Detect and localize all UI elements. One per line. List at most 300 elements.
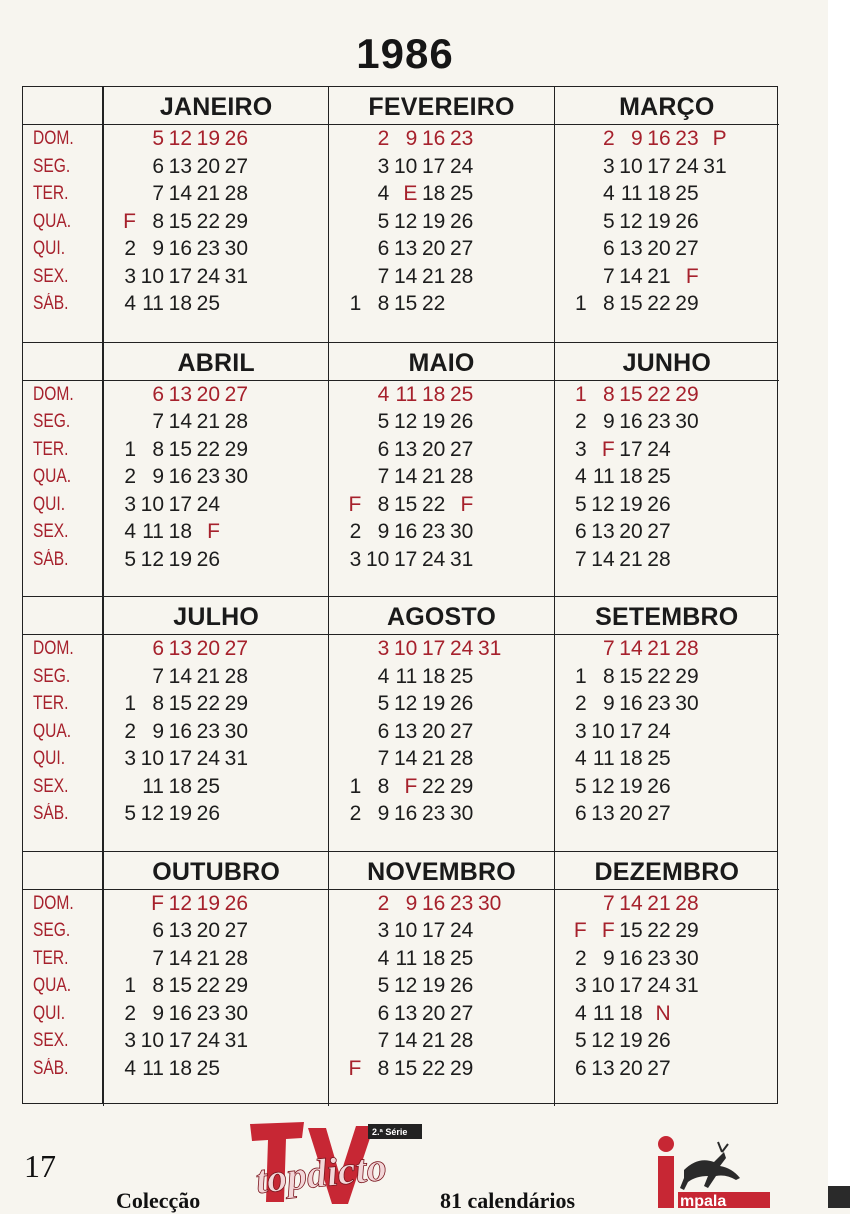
day-cell: 1	[124, 437, 136, 461]
day-cell: 3	[124, 492, 136, 516]
weekday-label: SÁB.	[33, 803, 69, 824]
day-cell: 27	[449, 719, 474, 743]
day-cell: 21	[421, 747, 446, 770]
day-cell: 10	[365, 547, 390, 571]
calendar-grid	[22, 86, 778, 1104]
day-cell: F	[573, 919, 587, 942]
day-cell: 11	[142, 292, 164, 315]
day-cell: 12	[168, 891, 192, 915]
day-cell: 29	[224, 437, 248, 461]
day-cell: 4	[574, 747, 587, 770]
day-cell: P	[712, 127, 727, 150]
day-cell: 7	[377, 264, 390, 288]
day-cell: 15	[393, 492, 418, 516]
day-cell: 9	[630, 127, 643, 150]
month-name: ABRIL	[104, 343, 328, 381]
day-cell: 24	[421, 547, 446, 571]
day-cell: 23	[449, 127, 474, 150]
day-cell: 21	[421, 264, 446, 288]
day-cell: 2	[124, 1001, 136, 1025]
day-cell: 14	[591, 547, 615, 571]
day-cell: 5	[574, 492, 587, 516]
day-cell: 17	[393, 547, 418, 571]
day-cell: 5	[574, 1029, 587, 1052]
day-cell: 25	[449, 382, 474, 406]
day-cell: 12	[393, 974, 418, 997]
day-cell: 7	[152, 946, 164, 970]
day-cell: 22	[196, 974, 220, 997]
day-cell: 10	[591, 719, 615, 743]
day-cell: 28	[449, 747, 474, 770]
day-cell: 25	[196, 292, 220, 315]
day-cell: 18	[168, 774, 192, 798]
day-cell: 8	[377, 492, 390, 516]
day-cell: 17	[168, 747, 192, 770]
day-cell: 17	[421, 637, 446, 660]
weekday-label: SEX.	[33, 1030, 69, 1051]
day-cell: 13	[393, 719, 418, 743]
day-cell: 16	[168, 237, 192, 260]
day-cell: 13	[168, 919, 192, 942]
day-cell: 17	[619, 974, 643, 997]
day-cell: 15	[168, 437, 192, 461]
day-cell: 7	[602, 264, 615, 288]
day-cell: 23	[647, 692, 671, 715]
month-name: JULHO	[104, 597, 328, 635]
day-cell: 6	[574, 520, 587, 543]
day-cell: 24	[449, 154, 474, 178]
tv-magazine-logo-icon	[246, 1118, 424, 1208]
day-cell: 27	[224, 382, 248, 406]
day-cell: 11	[142, 1056, 164, 1080]
day-cell: 8	[377, 292, 390, 315]
month-agosto	[328, 597, 553, 852]
day-cell: 2	[124, 719, 136, 743]
day-cell: 31	[224, 1029, 248, 1052]
day-cell: 22	[647, 664, 671, 688]
day-cell: 26	[449, 692, 474, 715]
day-cell: 13	[591, 802, 615, 825]
day-cell: 24	[196, 747, 220, 770]
weekday-label: SÁB.	[33, 1057, 69, 1079]
weekday-label: SEG.	[33, 920, 71, 941]
day-cell: 8	[152, 437, 164, 461]
day-cell: 16	[619, 692, 643, 715]
day-cell: 26	[449, 209, 474, 233]
day-cell: 26	[647, 492, 671, 516]
weekday-label: SEG.	[33, 411, 71, 432]
month-name: AGOSTO	[329, 597, 553, 635]
day-cell: E	[403, 182, 418, 205]
month-fevereiro	[328, 87, 553, 342]
day-cell: 20	[619, 802, 643, 825]
day-cell: 21	[647, 891, 671, 915]
day-cell: 12	[619, 209, 643, 233]
day-cell: 25	[449, 946, 474, 970]
day-cell: 17	[619, 437, 643, 461]
day-cell: 9	[152, 1001, 164, 1025]
day-cell: 4	[377, 382, 390, 406]
day-cell: 16	[619, 410, 643, 433]
day-cell: 2	[602, 127, 615, 150]
day-cell: 19	[421, 692, 446, 715]
day-cell: 14	[393, 264, 418, 288]
day-cell: 15	[393, 1056, 418, 1080]
day-cell: F	[404, 774, 418, 798]
weekday-label: QUI.	[33, 748, 66, 769]
day-cell: 11	[142, 520, 164, 543]
day-cell: 26	[647, 1029, 671, 1052]
day-cell: 24	[647, 719, 671, 743]
day-cell: 17	[619, 719, 643, 743]
day-cell: 24	[196, 1029, 220, 1052]
day-cell: 11	[592, 465, 615, 488]
corner-square	[828, 1186, 850, 1208]
day-cell: 4	[124, 1056, 136, 1080]
day-cell: 6	[377, 237, 390, 260]
day-cell: 13	[393, 437, 418, 461]
day-cell: 18	[168, 520, 192, 543]
day-cell: 19	[647, 209, 671, 233]
day-cell: 6	[152, 637, 164, 660]
day-cell: 13	[168, 637, 192, 660]
day-cell: 3	[124, 747, 136, 770]
day-cell: 2	[377, 891, 390, 915]
day-cell: 21	[647, 264, 671, 288]
day-cell: 29	[449, 774, 474, 798]
day-cell: 26	[647, 774, 671, 798]
day-cell: 29	[675, 382, 699, 406]
day-cell: 12	[393, 410, 418, 433]
day-cell: 23	[196, 465, 220, 488]
day-cell: 25	[647, 747, 671, 770]
day-cell: 24	[647, 437, 671, 461]
day-cell: 16	[619, 946, 643, 970]
day-cell: 29	[675, 919, 699, 942]
day-cell: 31	[224, 264, 248, 288]
day-cell: 3	[124, 264, 136, 288]
weekday-label: SEX.	[33, 265, 69, 287]
day-cell: 14	[393, 747, 418, 770]
day-cell: 6	[377, 719, 390, 743]
weekday-label: TER.	[33, 438, 69, 460]
day-cell: 30	[477, 891, 502, 915]
weekday-label: DOM.	[33, 128, 74, 149]
day-cell: 1	[574, 382, 587, 406]
day-cell: 20	[619, 1056, 643, 1080]
day-cell: 17	[421, 919, 446, 942]
day-cell: 26	[675, 209, 699, 233]
day-cell: 5	[152, 127, 164, 150]
day-cell: 4	[124, 520, 136, 543]
weekday-label: QUI.	[33, 1002, 66, 1024]
day-cell: 5	[377, 692, 390, 715]
day-cell: 28	[224, 410, 248, 433]
weekday-label: QUA.	[33, 975, 72, 996]
day-cell: 14	[168, 410, 192, 433]
day-cell: 2	[124, 237, 136, 260]
day-cell: 8	[602, 664, 615, 688]
day-cell: 20	[421, 1001, 446, 1025]
day-cell: 13	[168, 382, 192, 406]
tv-script-text: topdicto	[253, 1143, 389, 1203]
day-cell: 26	[196, 547, 220, 571]
day-cell: 21	[196, 410, 220, 433]
day-cell: 5	[377, 410, 390, 433]
day-cell: 15	[168, 209, 192, 233]
day-cell: 5	[124, 547, 136, 571]
month-name: MARÇO	[555, 87, 779, 125]
month-maio	[328, 343, 553, 598]
day-cell: 30	[449, 802, 474, 825]
day-cell: 25	[196, 1056, 220, 1080]
month-name: FEVEREIRO	[329, 87, 553, 125]
day-cell: 22	[647, 382, 671, 406]
day-cell: 15	[393, 292, 418, 315]
day-cell: 7	[377, 1029, 390, 1052]
day-cell: F	[601, 919, 615, 942]
day-cell: 11	[592, 1001, 615, 1025]
day-cell: 10	[140, 747, 164, 770]
day-cell: F	[207, 520, 220, 543]
day-cell: F	[348, 492, 362, 516]
day-cell: 11	[395, 946, 418, 970]
day-cell: 12	[393, 209, 418, 233]
day-cell: 27	[449, 437, 474, 461]
weekday-label: DOM.	[33, 892, 74, 914]
quarter-row	[23, 87, 777, 342]
day-cell: 13	[591, 520, 615, 543]
day-cell: 25	[647, 465, 671, 488]
day-cell: 15	[168, 692, 192, 715]
day-cell: 17	[168, 1029, 192, 1052]
day-cell: 4	[602, 182, 615, 205]
day-cell: 16	[421, 127, 446, 150]
day-cell: 27	[224, 637, 248, 660]
day-cell: 7	[152, 664, 164, 688]
day-cell: 2	[349, 802, 362, 825]
day-cell: 23	[421, 802, 446, 825]
day-cell: 19	[619, 1029, 643, 1052]
day-cell: 10	[140, 1029, 164, 1052]
day-cell: 29	[675, 292, 699, 315]
day-cell: 20	[196, 382, 220, 406]
day-cell: 8	[152, 692, 164, 715]
weekday-label: SÁB.	[33, 548, 69, 570]
day-cell: 29	[675, 664, 699, 688]
day-cell: 19	[168, 802, 192, 825]
collection-label: Colecção	[116, 1188, 201, 1213]
label-column-header	[23, 852, 103, 890]
day-cell: F	[460, 492, 474, 516]
day-cell: 28	[224, 664, 248, 688]
day-cell: 2	[377, 127, 390, 150]
day-cell: 20	[421, 237, 446, 260]
day-cell: 12	[140, 802, 164, 825]
day-cell: 19	[619, 492, 643, 516]
day-cell: 26	[224, 891, 248, 915]
day-cell: 14	[393, 1029, 418, 1052]
day-cell: 25	[196, 774, 220, 798]
day-cell: 9	[152, 465, 164, 488]
day-cell: 19	[196, 127, 220, 150]
day-cell: 23	[449, 891, 474, 915]
day-cell: 31	[449, 547, 474, 571]
day-cell: 2	[124, 465, 136, 488]
day-cell: 10	[619, 154, 643, 178]
calendars-count-label: 81 calendários	[440, 1188, 576, 1213]
day-cell: 23	[647, 410, 671, 433]
day-cell: 2	[574, 946, 587, 970]
day-cell: F	[685, 264, 699, 288]
day-cell: 4	[377, 946, 390, 970]
day-cell: 17	[421, 154, 446, 178]
label-column-header	[23, 343, 103, 381]
day-cell: 7	[377, 465, 390, 488]
day-cell: 29	[224, 209, 248, 233]
day-cell: 21	[196, 182, 220, 205]
day-cell: 22	[421, 1056, 446, 1080]
day-cell: 14	[168, 182, 192, 205]
weekday-label: QUA.	[33, 210, 72, 232]
month-janeiro	[103, 87, 328, 342]
day-cell: 23	[647, 946, 671, 970]
month-name: MAIO	[329, 343, 553, 381]
day-cell: 11	[395, 382, 418, 406]
day-cell: 3	[349, 547, 362, 571]
day-cell: 23	[196, 719, 220, 743]
day-cell: 9	[377, 802, 390, 825]
day-cell: 12	[591, 774, 615, 798]
day-cell: 4	[124, 292, 136, 315]
label-column-header	[23, 87, 103, 125]
day-cell: 8	[377, 774, 390, 798]
day-cell: 31	[224, 747, 248, 770]
weekday-label: SEG.	[33, 665, 71, 687]
weekday-label: SEX.	[33, 521, 69, 542]
day-cell: 15	[619, 382, 643, 406]
day-cell: 6	[152, 382, 164, 406]
weekday-label: SEX.	[33, 775, 69, 797]
month-name: DEZEMBRO	[555, 852, 779, 890]
day-cell: 27	[224, 154, 248, 178]
day-cell: 31	[703, 154, 727, 178]
day-cell: 25	[449, 664, 474, 688]
quarter-row	[23, 596, 777, 852]
day-cell: 10	[393, 154, 418, 178]
day-cell: 20	[196, 919, 220, 942]
day-cell: 29	[224, 692, 248, 715]
day-cell: 3	[602, 154, 615, 178]
day-cell: 8	[152, 974, 164, 997]
day-cell: 18	[619, 1001, 643, 1025]
day-cell: 5	[377, 974, 390, 997]
day-cell: 16	[168, 465, 192, 488]
day-cell: 18	[421, 664, 446, 688]
day-cell: 4	[377, 182, 390, 205]
day-cell: 28	[449, 264, 474, 288]
impala-text: mpala	[680, 1193, 727, 1208]
day-cell: 30	[224, 465, 248, 488]
day-cell: 8	[602, 382, 615, 406]
day-cell: 26	[196, 802, 220, 825]
day-cell: 13	[619, 237, 643, 260]
day-cell: 20	[619, 520, 643, 543]
day-cell: 1	[574, 292, 587, 315]
day-cell: 7	[602, 637, 615, 660]
day-cell: 9	[602, 692, 615, 715]
day-cell: 26	[449, 410, 474, 433]
month-dezembro	[554, 852, 779, 1107]
day-cell: 26	[449, 974, 474, 997]
day-cell: 16	[168, 1001, 192, 1025]
day-cell: 28	[675, 637, 699, 660]
weekday-label: QUA.	[33, 466, 72, 487]
weekday-label: SÁB.	[33, 293, 69, 314]
day-cell: 9	[377, 520, 390, 543]
day-cell: 19	[421, 209, 446, 233]
day-cell: 20	[421, 437, 446, 461]
day-cell: 1	[349, 774, 362, 798]
day-cell: 18	[168, 292, 192, 315]
day-cell: 1	[124, 974, 136, 997]
day-cell: 2	[349, 520, 362, 543]
day-cell: 1	[124, 692, 136, 715]
day-cell: 9	[152, 719, 164, 743]
day-cell: 18	[619, 747, 643, 770]
day-cell: 9	[405, 891, 418, 915]
weekday-label: TER.	[33, 947, 69, 969]
day-cell: 18	[421, 946, 446, 970]
month-name: OUTUBRO	[104, 852, 328, 890]
day-cell: 22	[647, 919, 671, 942]
day-cell: 11	[620, 182, 643, 205]
month-março	[554, 87, 779, 342]
day-cell: 31	[477, 637, 502, 660]
day-cell: 15	[619, 664, 643, 688]
day-cell: 10	[140, 492, 164, 516]
day-cell: 14	[619, 637, 643, 660]
month-julho	[103, 597, 328, 852]
day-cell: 23	[196, 1001, 220, 1025]
day-cell: 28	[647, 547, 671, 571]
day-cell: 18	[421, 382, 446, 406]
day-cell: 14	[393, 465, 418, 488]
day-cell: 21	[619, 547, 643, 571]
day-cell: 2	[574, 692, 587, 715]
day-cell: 10	[393, 919, 418, 942]
month-abril	[103, 343, 328, 598]
month-name: NOVEMBRO	[329, 852, 553, 890]
day-cell: 24	[675, 154, 699, 178]
day-cell: 11	[592, 747, 615, 770]
day-cell: 27	[647, 1056, 671, 1080]
day-cell: 27	[675, 237, 699, 260]
day-cell: 7	[152, 410, 164, 433]
day-cell: 13	[168, 154, 192, 178]
day-cell: 17	[647, 154, 671, 178]
day-cell: 27	[449, 1001, 474, 1025]
day-cell: 31	[675, 974, 699, 997]
day-cell: 10	[393, 637, 418, 660]
day-cell: 11	[142, 774, 164, 798]
day-cell: 12	[140, 547, 164, 571]
day-cell: 4	[574, 1001, 587, 1025]
day-cell: 12	[591, 492, 615, 516]
day-cell: 28	[224, 946, 248, 970]
day-cell: 13	[393, 237, 418, 260]
day-cell: 3	[574, 974, 587, 997]
